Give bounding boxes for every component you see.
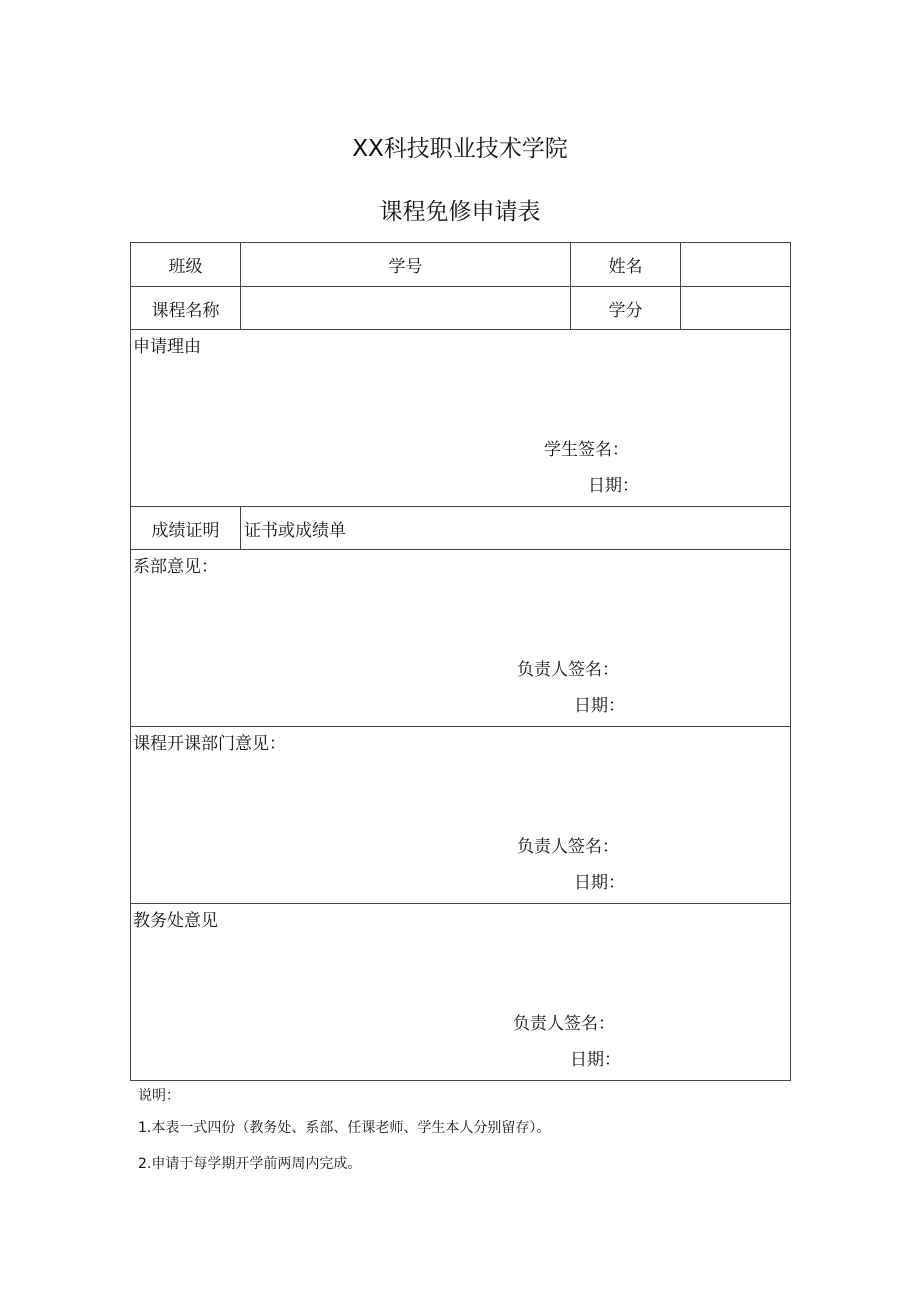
credit-label: 学分: [571, 287, 681, 330]
application-form-table: [130, 242, 791, 1081]
proof-value[interactable]: 证书或成绩单: [241, 507, 791, 550]
dept-opinion-label: 系部意见：: [133, 557, 218, 577]
academic-affairs-opinion-label: 教务处意见: [133, 911, 218, 931]
academic-affairs-opinion-section[interactable]: [131, 904, 791, 1081]
course-name-field[interactable]: [241, 287, 571, 330]
reason-label: 申请理由: [133, 337, 201, 357]
form-row-dept: [131, 550, 791, 727]
student-id-label[interactable]: 学号: [241, 243, 571, 287]
course-dept-signature-label: 负责人签名：: [517, 837, 619, 857]
course-dept-date-label: 日期：: [574, 873, 625, 893]
academic-date-label: 日期：: [570, 1050, 621, 1070]
class-label: 班级: [131, 243, 241, 287]
reason-section[interactable]: [131, 330, 791, 507]
notes-heading: 说明：: [138, 1088, 180, 1104]
school-title: XX科技职业技术学院: [352, 136, 568, 162]
form-row-reason: [131, 330, 791, 507]
form-row-proof: [131, 507, 791, 550]
credit-field[interactable]: [681, 287, 791, 330]
form-title: 课程免修申请表: [379, 199, 541, 225]
course-dept-opinion-label: 课程开课部门意见：: [133, 734, 286, 754]
course-dept-opinion-section[interactable]: [131, 727, 791, 904]
form-row-academic: [131, 904, 791, 1081]
course-name-label: 课程名称: [131, 287, 241, 330]
form-row-basic: [131, 243, 791, 287]
note-item-1: 1.本表一式四份（教务处、系部、任课老师、学生本人分别留存）。: [138, 1120, 551, 1136]
proof-label: 成绩证明: [131, 507, 241, 550]
dept-signature-label: 负责人签名：: [517, 660, 619, 680]
form-row-course: [131, 287, 791, 330]
form-row-course-dept: [131, 727, 791, 904]
student-signature-label: 学生签名：: [544, 440, 629, 460]
note-item-2: 2.申请于每学期开学前两周内完成。: [138, 1156, 362, 1172]
student-date-label: 日期：: [588, 476, 639, 496]
dept-opinion-section[interactable]: [131, 550, 791, 727]
academic-signature-label: 负责人签名：: [513, 1014, 615, 1034]
dept-date-label: 日期：: [574, 696, 625, 716]
name-field[interactable]: [681, 243, 791, 287]
name-label: 姓名: [571, 243, 681, 287]
